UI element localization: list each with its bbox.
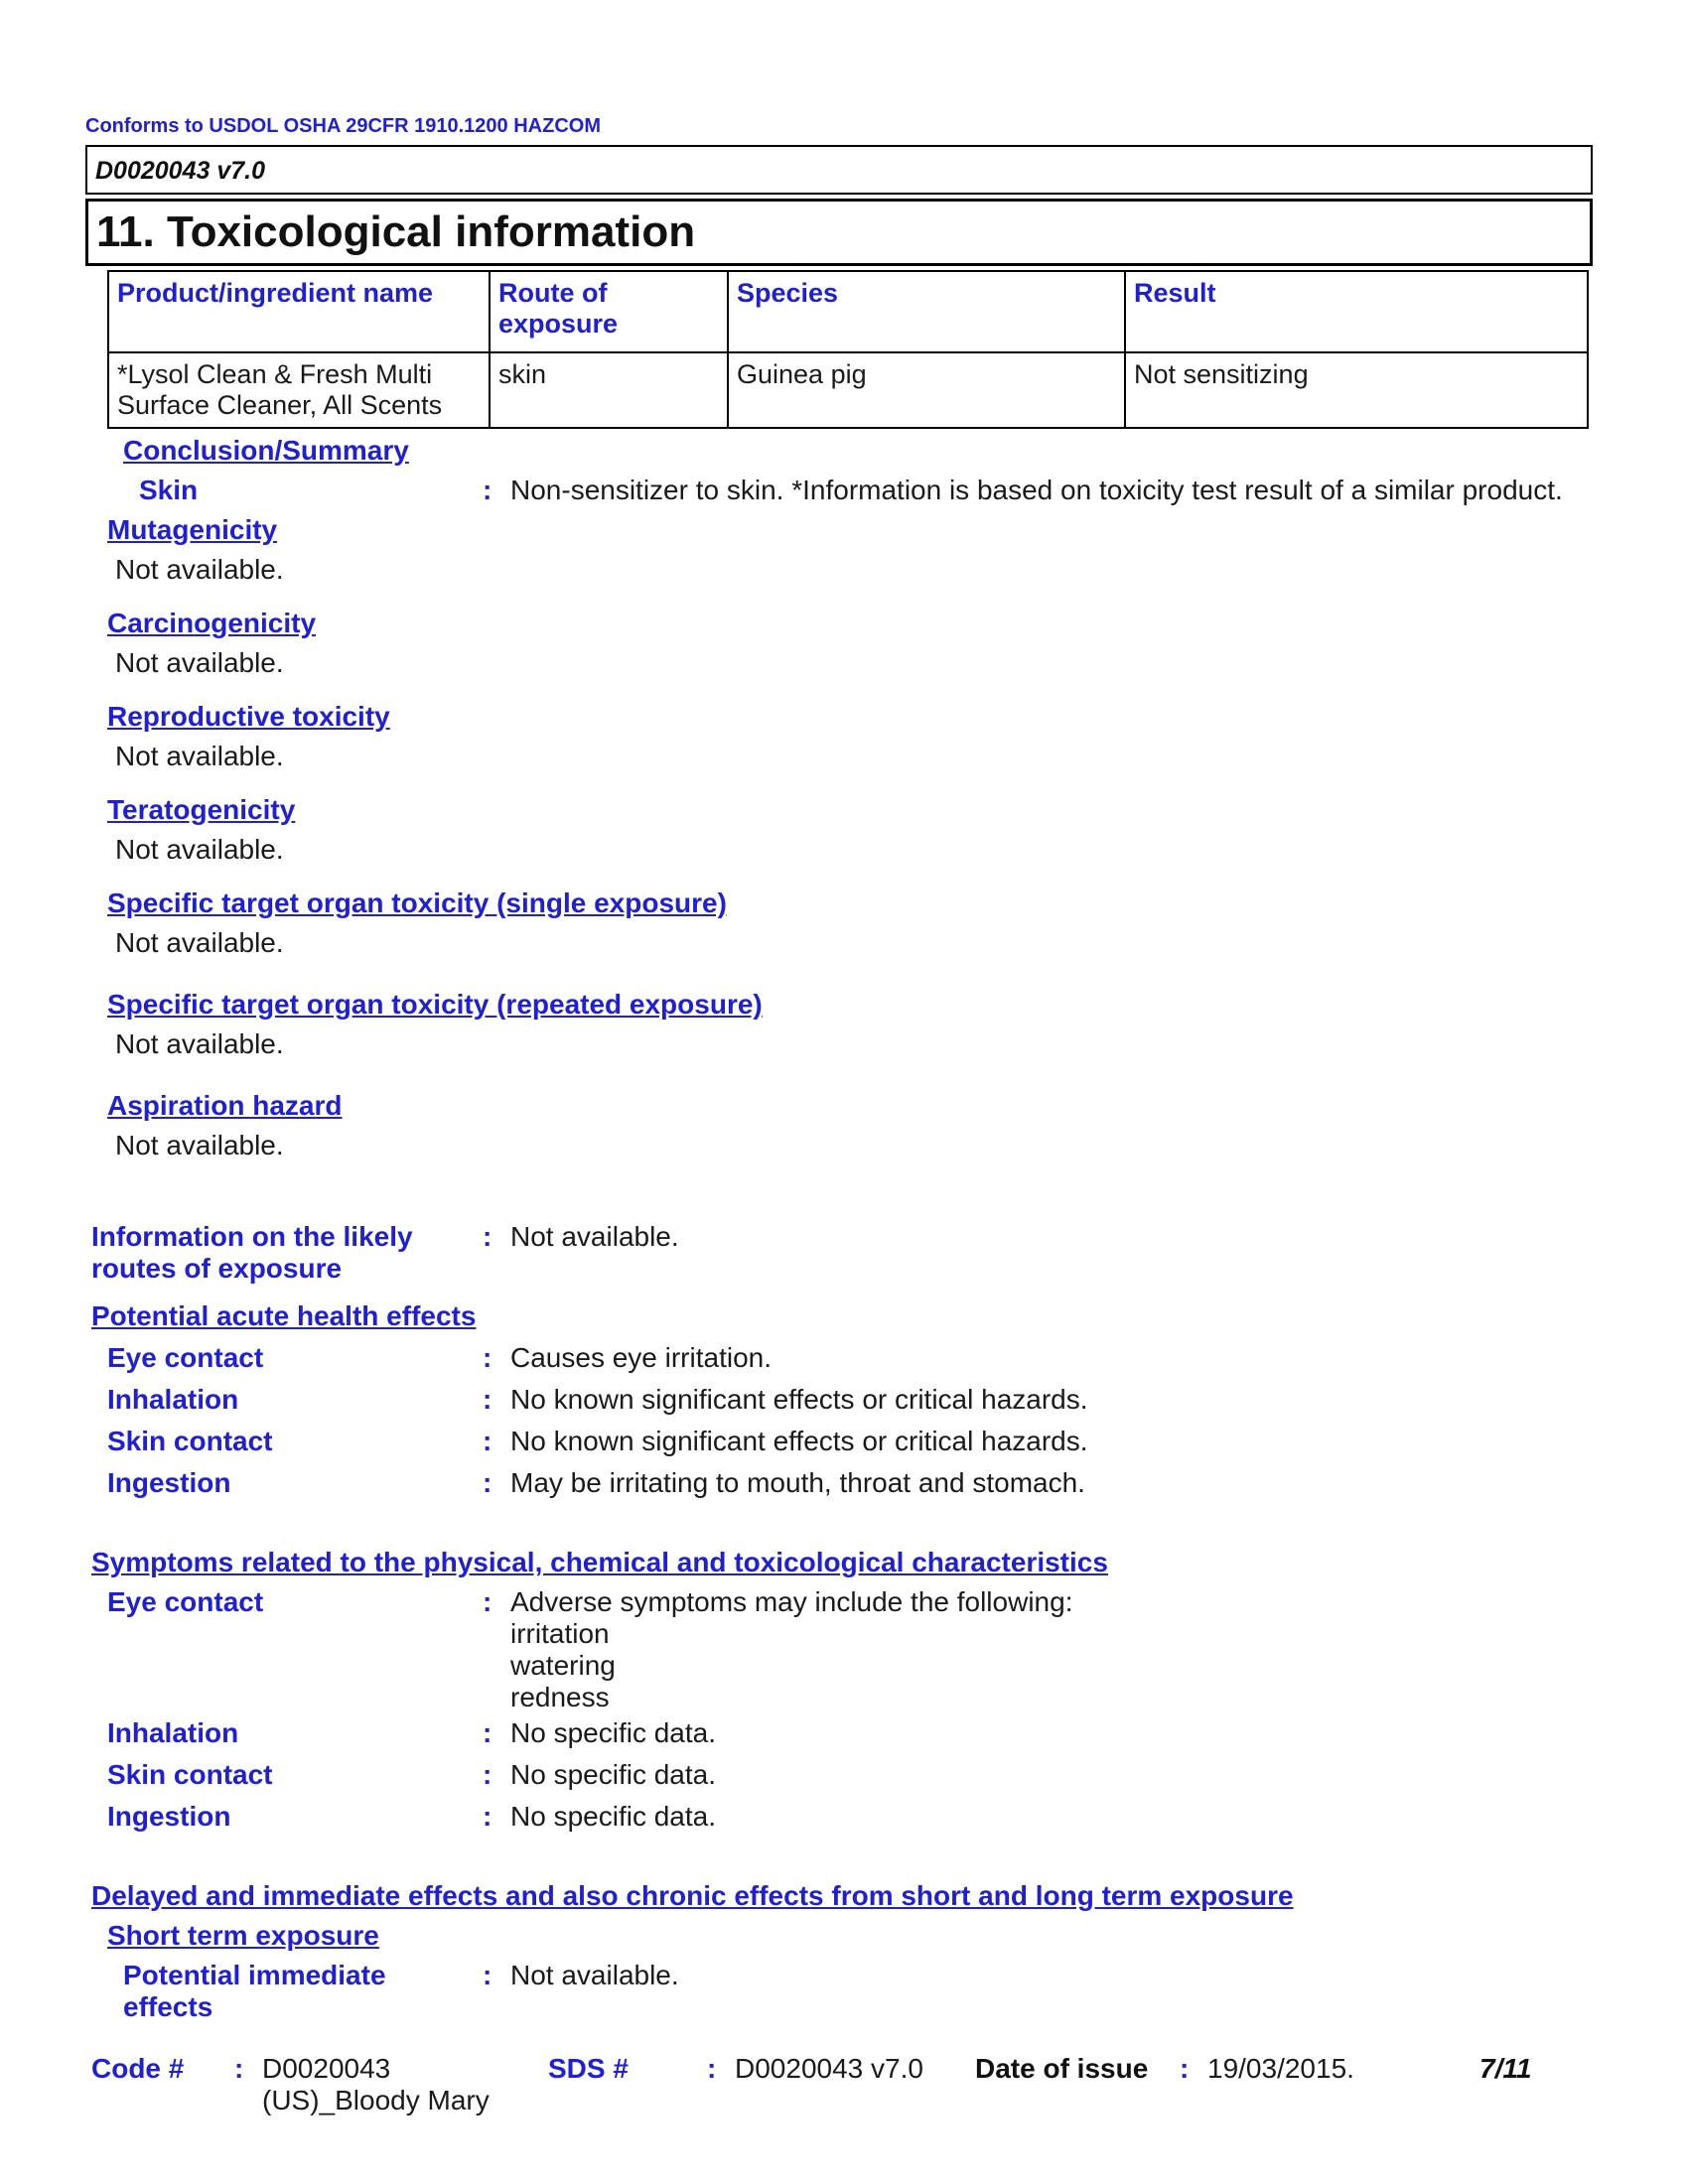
colon: :: [1180, 2053, 1190, 2084]
colon: :: [483, 1759, 492, 1790]
footer-code-value: [262, 2053, 490, 2116]
symptoms-eye-list: [510, 1586, 1072, 1713]
potential-immediate-label: [123, 1960, 386, 2023]
symptoms-ingestion-text: No specific data.: [510, 1801, 716, 1832]
acute-skin-text: No known significant effects or critical hazards.: [510, 1426, 1088, 1456]
routes-label: [91, 1221, 413, 1285]
colon: :: [707, 2053, 717, 2084]
acute-effects-heading: Potential acute health effects: [91, 1300, 477, 1331]
column-header-result: Result: [1125, 271, 1588, 352]
colon: :: [483, 1467, 492, 1498]
column-header-product: Product/ingredient name: [108, 271, 490, 352]
table-row: [108, 352, 1588, 428]
aspiration-hazard-text: Not available.: [115, 1130, 284, 1160]
symptom-line: redness: [510, 1682, 610, 1712]
mutagenicity-heading: Mutagenicity: [107, 514, 278, 545]
acute-eye-label: Eye contact: [107, 1342, 264, 1373]
acute-inhalation-label: Inhalation: [107, 1384, 239, 1415]
potential-immediate-label-line: effects: [123, 1991, 213, 2022]
symptoms-inhalation-text: No specific data.: [510, 1717, 716, 1748]
symptoms-skin-label: Skin contact: [107, 1759, 273, 1790]
footer-code-label: Code #: [91, 2053, 185, 2084]
footer-date-label: Date of issue: [975, 2053, 1149, 2084]
section-title: 11. Toxicological information: [96, 207, 696, 256]
sensitization-table: [107, 270, 1589, 429]
symptom-line: Adverse symptoms may include the following:: [510, 1586, 1073, 1617]
colon: :: [483, 1801, 492, 1832]
carcinogenicity-heading: Carcinogenicity: [107, 608, 317, 638]
document-id: D0020043 v7.0: [95, 157, 265, 185]
section-header: [85, 199, 1593, 266]
footer-sds-value: D0020043 v7.0: [735, 2053, 923, 2084]
colon: :: [483, 1221, 492, 1252]
acute-inhalation-text: No known significant effects or critical hazards.: [510, 1384, 1088, 1415]
cell-route: skin: [490, 352, 728, 428]
table-header-row: [108, 271, 1588, 352]
teratogenicity-text: Not available.: [115, 834, 284, 865]
symptoms-skin-text: No specific data.: [510, 1759, 716, 1790]
footer-date-value: 19/03/2015.: [1207, 2053, 1354, 2084]
cell-species: Guinea pig: [728, 352, 1125, 428]
carcinogenicity-text: Not available.: [115, 647, 284, 678]
teratogenicity-heading: Teratogenicity: [107, 794, 296, 825]
symptoms-eye-label: Eye contact: [107, 1586, 264, 1617]
colon: :: [483, 1384, 492, 1415]
aspiration-hazard-heading: Aspiration hazard: [107, 1090, 343, 1121]
cell-result: Not sensitizing: [1125, 352, 1588, 428]
colon: :: [483, 1717, 492, 1748]
skin-label: Skin: [139, 475, 199, 505]
symptoms-ingestion-label: Ingestion: [107, 1801, 231, 1832]
delayed-effects-heading: Delayed and immediate effects and also chronic effects from short and long term exposure: [91, 1880, 1294, 1911]
acute-eye-text: Causes eye irritation.: [510, 1342, 773, 1373]
potential-immediate-text: Not available.: [510, 1960, 679, 1990]
footer-code-line: (US)_Bloody Mary: [262, 2085, 490, 2116]
acute-skin-label: Skin contact: [107, 1426, 273, 1456]
stot-single-text: Not available.: [115, 927, 284, 958]
short-term-heading: Short term exposure: [107, 1920, 379, 1951]
symptoms-heading: Symptoms related to the physical, chemical and toxicological characteristics: [91, 1547, 1108, 1577]
colon: :: [483, 1426, 492, 1456]
colon: :: [483, 1960, 492, 1990]
footer-code-line: D0020043: [262, 2053, 391, 2084]
colon: :: [483, 1586, 492, 1617]
stot-single-heading: Specific target organ toxicity (single exposure): [107, 887, 727, 918]
document-id-box: [85, 145, 1593, 195]
mutagenicity-text: Not available.: [115, 554, 284, 585]
reproductive-toxicity-text: Not available.: [115, 741, 284, 771]
routes-text: Not available.: [510, 1221, 679, 1252]
conformance-note: Conforms to USDOL OSHA 29CFR 1910.1200 HAZCOM: [85, 115, 601, 137]
symptom-line: irritation: [510, 1618, 610, 1649]
page-number: 7/11: [1479, 2053, 1532, 2084]
column-header-route: Route of exposure: [490, 271, 728, 352]
reproductive-toxicity-heading: Reproductive toxicity: [107, 701, 390, 732]
conclusion-heading: Conclusion/Summary: [123, 435, 409, 466]
stot-repeated-heading: Specific target organ toxicity (repeated exposure): [107, 989, 763, 1020]
colon: :: [483, 1342, 492, 1373]
acute-ingestion-text: May be irritating to mouth, throat and stomach.: [510, 1467, 1085, 1498]
routes-label-line: routes of exposure: [91, 1253, 343, 1284]
acute-ingestion-label: Ingestion: [107, 1467, 231, 1498]
colon: :: [483, 475, 492, 505]
symptom-line: watering: [510, 1650, 616, 1681]
stot-repeated-text: Not available.: [115, 1028, 284, 1059]
symptoms-inhalation-label: Inhalation: [107, 1717, 239, 1748]
potential-immediate-label-line: Potential immediate: [123, 1960, 386, 1990]
footer-sds-label: SDS #: [548, 2053, 629, 2084]
cell-product: *Lysol Clean & Fresh Multi Surface Cleaner, All Scents: [108, 352, 490, 428]
colon: :: [234, 2053, 244, 2084]
skin-summary: Non-sensitizer to skin. *Information is based on toxicity test result of a similar product.: [510, 475, 1563, 505]
column-header-species: Species: [728, 271, 1125, 352]
routes-label-line: Information on the likely: [91, 1221, 413, 1252]
